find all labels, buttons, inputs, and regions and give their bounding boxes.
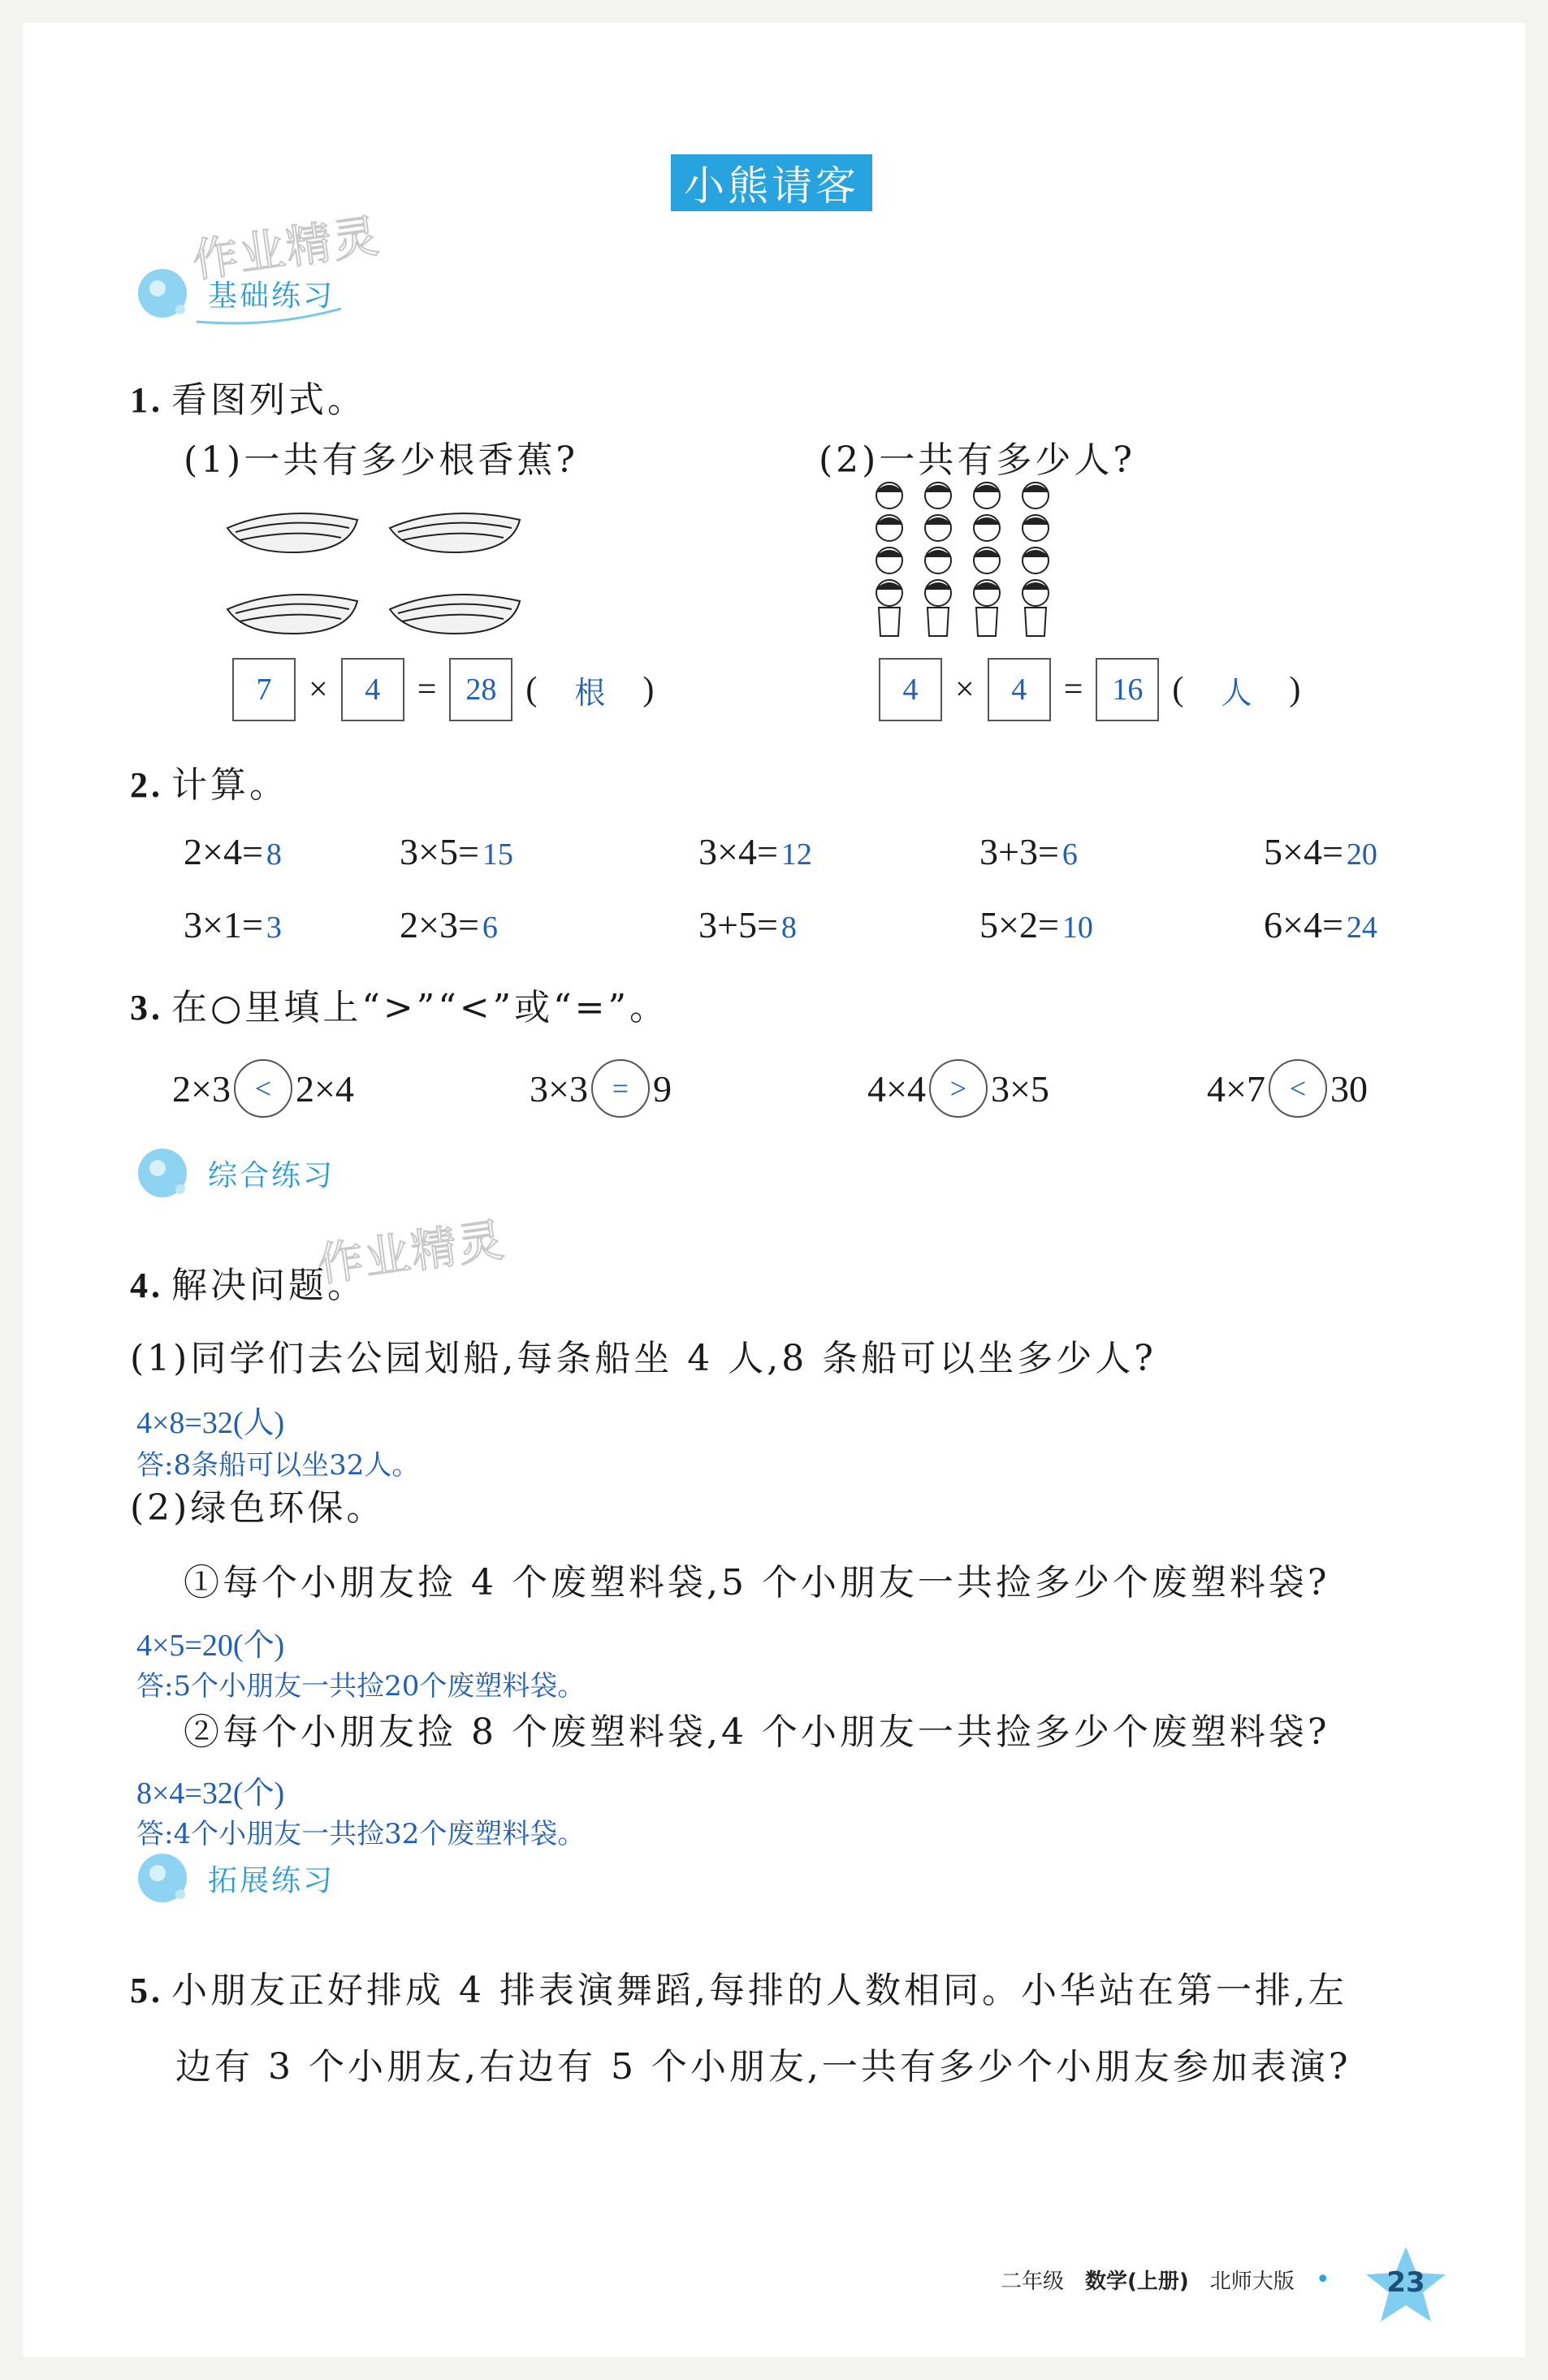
paren-open: ( [525, 671, 538, 708]
calc-answer[interactable]: 8 [780, 911, 797, 945]
swoosh-line [197, 305, 343, 330]
calc-answer[interactable]: 20 [1346, 837, 1377, 872]
compare-item: 3×3 = 9 [530, 1059, 672, 1118]
times-sign: × [955, 671, 975, 708]
q4-sub1: ①每个小朋友捡 4 个废塑料袋,5 个小朋友一共捡多少个废塑料袋? [184, 1562, 1330, 1603]
compare-item: 4×7 < 30 [1207, 1059, 1368, 1118]
answer-box[interactable]: 16 [1096, 658, 1159, 721]
question-4 [130, 1256, 366, 1308]
calc-item: 3+5= 8 [698, 904, 797, 946]
calc-answer[interactable]: 12 [780, 837, 812, 872]
page-footer [1001, 2265, 1330, 2295]
calc-item: 3×4= 12 [698, 831, 812, 872]
calc-item: 2×3= 6 [400, 904, 498, 946]
paren-close: ) [1289, 671, 1301, 708]
calc-answer[interactable]: 10 [1062, 911, 1093, 945]
bananas-illustration [219, 487, 544, 650]
question-3 [130, 978, 668, 1030]
calc-item: 6×4= 24 [1264, 904, 1377, 946]
compare-circle[interactable]: = [591, 1059, 650, 1118]
calc-item: 3×1= 3 [184, 904, 282, 946]
calc-answer[interactable]: 6 [482, 911, 498, 945]
footer-edition: 北师大版 [1209, 2270, 1295, 2294]
question-number: 5. [130, 1971, 163, 2010]
section-header-basic [130, 257, 343, 330]
q4-part2: (2)绿色环保。 [130, 1487, 386, 1529]
calc-item: 3×5= 15 [400, 831, 513, 872]
q4-sub2-equation[interactable]: 8×4=32(个) [136, 1776, 285, 1811]
q4-part1-answer[interactable]: 答:8条船可以坐32人。 [136, 1449, 420, 1482]
section-label: 基础练习 [208, 279, 335, 313]
children-illustration [869, 478, 1072, 640]
question-number: 1. [130, 380, 163, 420]
q4-sub2-answer[interactable]: 答:4个小朋友一共捡32个废塑料袋。 [136, 1818, 586, 1850]
calc-answer[interactable]: 15 [482, 837, 513, 872]
question-1 [130, 370, 366, 422]
answer-box[interactable]: 7 [232, 658, 296, 721]
answer-box[interactable]: 4 [341, 658, 404, 721]
section-header-comprehensive [130, 1140, 335, 1205]
question-number: 4. [130, 1266, 163, 1305]
unit-answer[interactable]: 根 [574, 674, 606, 711]
times-sign: × [309, 671, 328, 708]
q1-part1-prompt: (1)一共有多少根香蕉? [184, 439, 578, 481]
section-label: 拓展练习 [208, 1863, 335, 1898]
calc-item: 2×4= 8 [184, 831, 282, 872]
calc-item: 5×2= 10 [979, 904, 1093, 946]
compare-circle[interactable]: < [234, 1059, 292, 1118]
question-number: 3. [130, 988, 163, 1028]
answer-box[interactable]: 28 [449, 658, 512, 721]
question-2 [130, 755, 288, 807]
question-text: 小朋友正好排成 4 排表演舞蹈,每排的人数相同。小华站在第一排,左 [171, 1970, 1347, 2011]
calc-item: 5×4= 20 [1264, 831, 1377, 872]
bubble-icon [130, 1140, 195, 1205]
question-text: 计算。 [171, 764, 288, 806]
watermark: 作业精灵 [314, 1214, 509, 1292]
q4-sub1-equation[interactable]: 4×5=20(个) [136, 1629, 285, 1663]
calc-answer[interactable]: 3 [266, 911, 282, 945]
q1-part1-equation [232, 658, 654, 721]
q4-sub1-answer[interactable]: 答:5个小朋友一共捡20个废塑料袋。 [136, 1670, 586, 1703]
q1-part2-equation [879, 658, 1300, 721]
compare-circle[interactable]: > [929, 1059, 988, 1118]
page-title: 小熊请客 [671, 154, 872, 211]
paren-close: ) [642, 671, 655, 708]
calc-item: 3+3= 6 [979, 831, 1078, 872]
watermark: 作业精灵 [189, 210, 384, 288]
calc-answer[interactable]: 8 [266, 837, 282, 872]
answer-box[interactable]: 4 [879, 658, 942, 721]
equals-sign: = [1063, 671, 1083, 708]
page-number: 23 [1386, 2266, 1425, 2299]
calc-answer[interactable]: 6 [1062, 837, 1078, 872]
bubble-icon [130, 261, 195, 326]
q1-part2-prompt: (2)一共有多少人? [819, 439, 1135, 481]
equals-sign: = [417, 671, 437, 708]
unit-answer[interactable]: 人 [1221, 674, 1252, 711]
q4-part1: (1)同学们去公园划船,每条船坐 4 人,8 条船可以坐多少人? [130, 1338, 1157, 1379]
section-header-extension [130, 1846, 335, 1910]
q4-part1-equation[interactable]: 4×8=32(人) [136, 1406, 285, 1440]
bubble-icon [130, 1846, 195, 1910]
footer-subject: 数学(上册) [1085, 2270, 1189, 2294]
calc-answer[interactable]: 24 [1346, 911, 1377, 945]
answer-box[interactable]: 4 [988, 658, 1051, 721]
section-label: 综合练习 [208, 1158, 335, 1192]
question-text: 解决问题。 [171, 1265, 366, 1306]
compare-circle[interactable]: < [1269, 1059, 1327, 1118]
question-number: 2. [130, 765, 163, 805]
q4-sub2: ②每个小朋友捡 8 个废塑料袋,4 个小朋友一共捡多少个废塑料袋? [184, 1711, 1330, 1753]
footer-grade: 二年级 [1001, 2270, 1065, 2294]
compare-item: 4×4 > 3×5 [867, 1059, 1049, 1118]
question-text: 在○里填上“>”“<”或“=”。 [171, 987, 668, 1028]
question-text: 看图列式。 [171, 379, 366, 421]
compare-item: 2×3 < 2×4 [172, 1059, 354, 1118]
question-5-line2: 边有 3 个小朋友,右边有 5 个小朋友,一共有多少个小朋友参加表演? [175, 2046, 1351, 2088]
footer-dot: • [1315, 2265, 1330, 2294]
question-5 [130, 1961, 1347, 2013]
paren-open: ( [1172, 671, 1184, 708]
